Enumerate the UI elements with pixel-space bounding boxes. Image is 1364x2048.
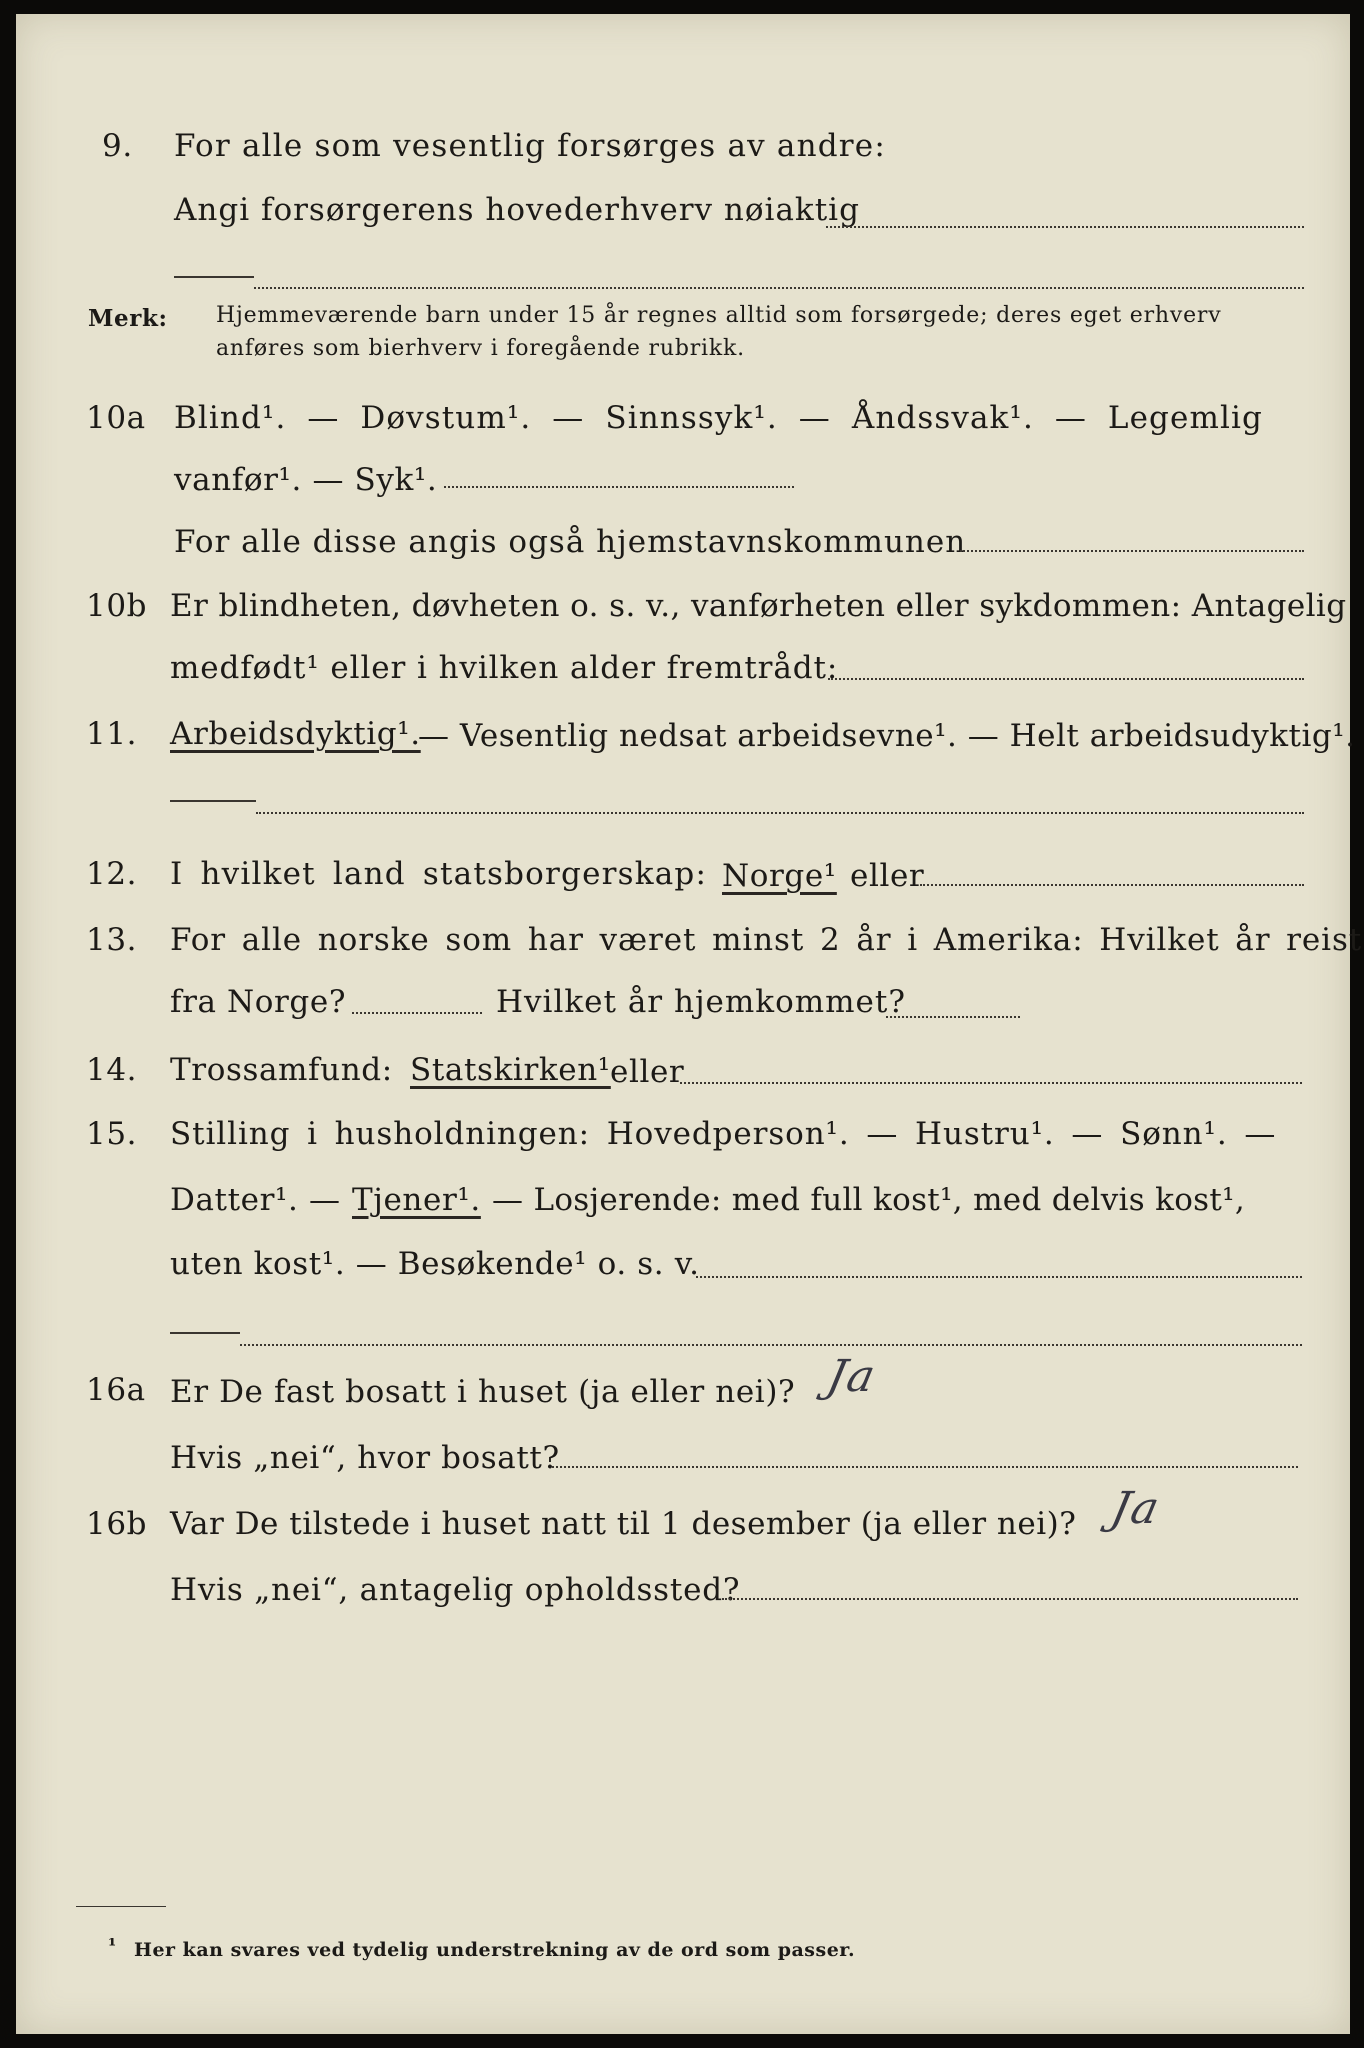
q13-number: 13. [86,922,138,958]
q12-number: 12. [86,856,138,892]
q13-hjemkommet-line [886,1016,1020,1018]
q12-option-norge: Norge¹ [722,858,837,894]
q14-answer-line [680,1082,1302,1084]
q14-text: Trossamfund: [170,1052,393,1088]
q15-line2b: — Losjerende: med full kost¹, med delvis kost¹, [492,1182,1246,1218]
q15-number: 15. [86,1116,138,1152]
q9-answer-line2-start [174,276,254,278]
q12-tail: eller [850,858,925,894]
q13-line2a: fra Norge? [170,984,347,1020]
q16b-handwritten-answer: Ja [1106,1483,1166,1534]
q15-answer-line [696,1276,1302,1278]
q10a-kommune-line [960,550,1304,552]
q16b-line2: Hvis „nei“, antagelig opholdssted? [170,1572,741,1608]
q11-number: 11. [86,716,138,752]
q16a-line2: Hvis „nei“, hvor bosatt? [170,1440,560,1476]
q13-line1: For alle norske som har været minst 2 år i Amerika: Hvilket år reist [170,922,1363,958]
merk-label: Merk: [88,305,168,332]
q10a-line2: vanfør¹. — Syk¹. [174,462,438,498]
q15-line2-start [170,1332,240,1334]
q13-reist-line [352,1012,482,1014]
footnote-mark: ¹ [108,1935,117,1957]
footnote-rule [76,1906,166,1907]
q15-line3: uten kost¹. — Besøkende¹ o. s. v. [170,1246,700,1282]
footnote-text: Her kan svares ved tydelig understrekning av de ord som passer. [134,1939,856,1961]
q16b-line1: Var De tilstede i huset natt til 1 desember (ja eller nei)? [170,1506,1077,1542]
q13-line2b: Hvilket år hjemkommet? [496,984,906,1020]
q16b-number: 16b [86,1506,148,1542]
q11-option-arbeidsdyktig: Arbeidsdyktig¹. [170,716,421,752]
q16a-bosatt-line [552,1466,1298,1468]
q16a-line1: Er De fast bosatt i huset (ja eller nei)? [170,1374,796,1410]
q15-line1: Stilling i husholdningen: Hovedperson¹. — Hustru¹. — Sønn¹. — [170,1116,1277,1152]
q14-number: 14. [86,1052,138,1088]
q10b-line1: Er blindheten, døvheten o. s. v., vanførheten eller sykdommen: Antagelig [170,588,1347,624]
q9-line2: Angi forsørgerens hovederhverv nøiaktig [174,192,860,228]
q12-answer-line [920,884,1304,886]
census-form-page [16,14,1363,2034]
q15-line2a: Datter¹. — [170,1182,341,1218]
q11-rest: — Vesentlig nedsat arbeidsevne¹. — Helt arbeidsudyktig¹. [418,718,1356,754]
q10a-answer-line [444,486,794,488]
q10b-line2: medfødt¹ eller i hvilken alder fremtrådt: [170,650,839,686]
q10a-line3: For alle disse angis også hjemstavnskommunen [174,524,967,560]
merk-line2: anføres som bierhverv i foregående rubrikk. [216,336,745,361]
q14-option-statskirken: Statskirken¹ [410,1052,611,1088]
q10a-line1: Blind¹. — Døvstum¹. — Sinnssyk¹. — Åndssvak¹. — Legemlig [174,400,1263,436]
q9-line1: For alle som vesentlig forsørges av andre: [174,128,886,164]
q11-line-start [170,800,256,802]
q9-answer-line2 [254,287,1304,289]
q9-answer-line [826,226,1304,228]
q12-text: I hvilket land statsborgerskap: [170,856,708,892]
q15-answer-line2 [240,1344,1302,1346]
q10b-answer-line [828,678,1304,680]
q9-number: 9. [102,128,133,164]
q15-option-tjener: Tjener¹. [352,1182,481,1218]
merk-line1: Hjemmeværende barn under 15 år regnes alltid som forsørgede; deres eget erhverv [216,303,1222,328]
q16a-number: 16a [86,1372,146,1408]
q10a-number: 10a [86,400,146,436]
q16b-opholdssted-line [722,1598,1298,1600]
q11-answer-line [256,812,1304,814]
q14-tail: eller [610,1054,685,1090]
q10b-number: 10b [86,588,148,624]
q16a-handwritten-answer: Ja [822,1351,882,1402]
